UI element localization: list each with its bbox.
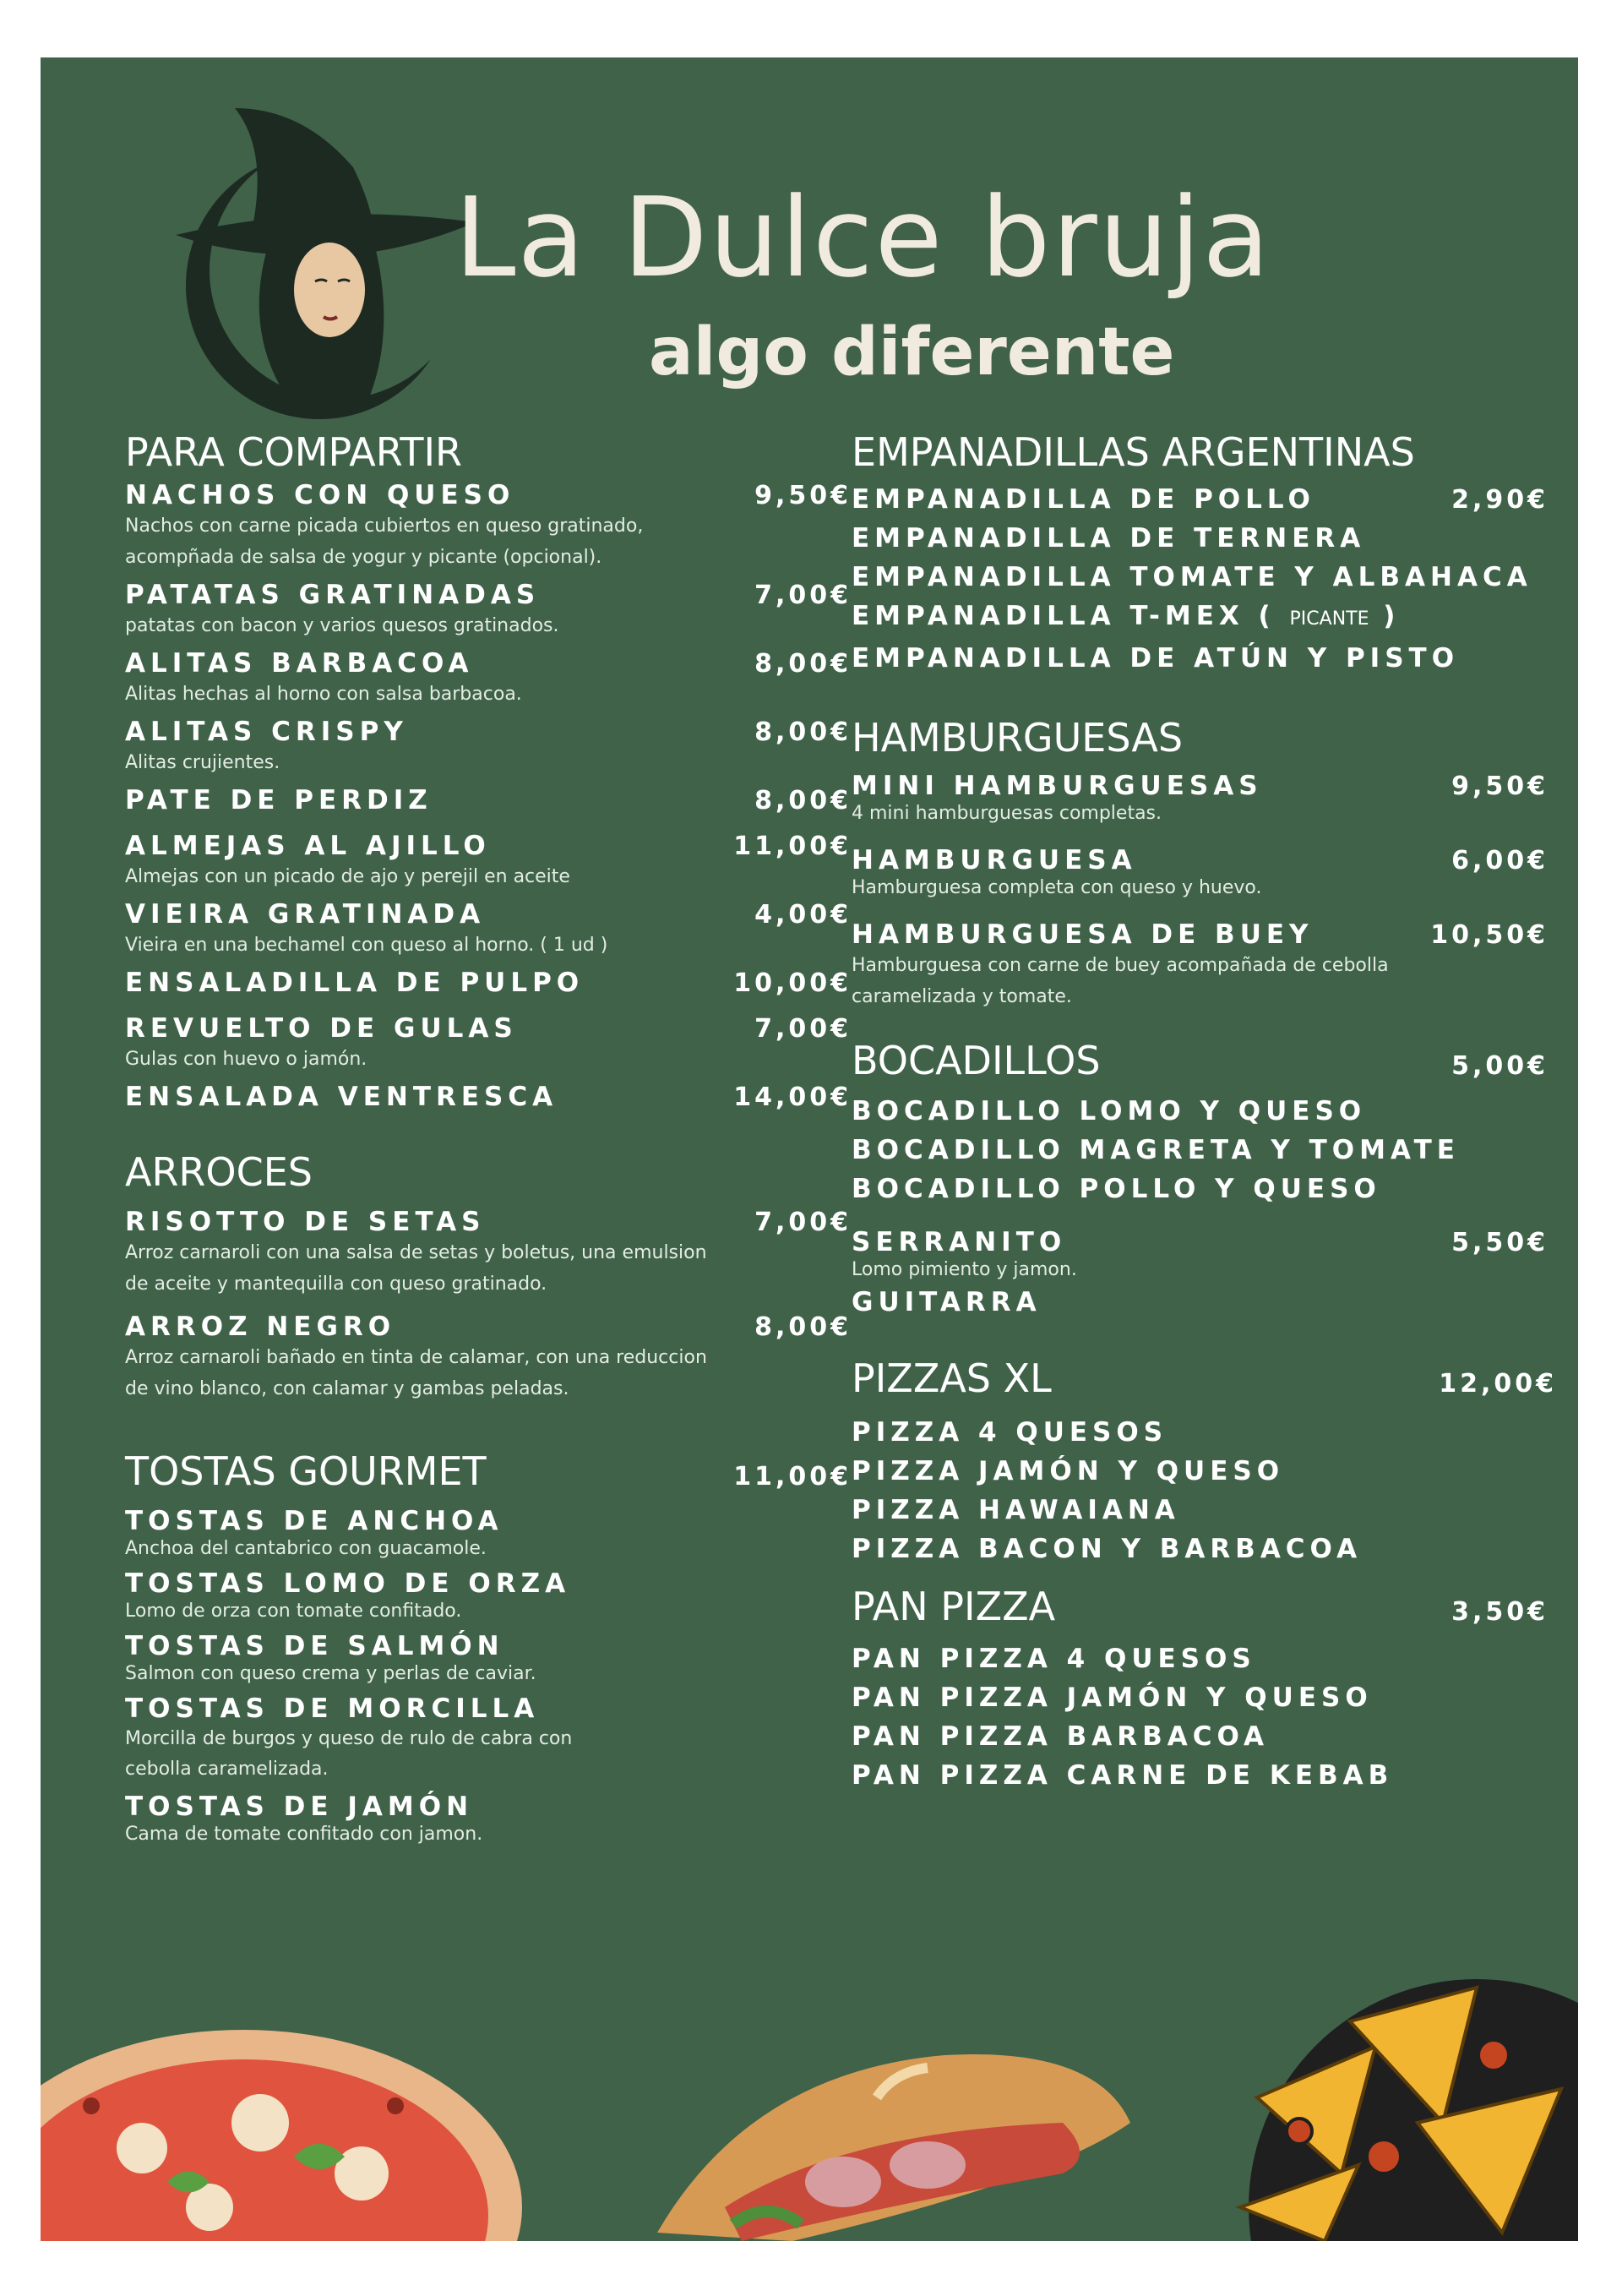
section-title: ARROCES bbox=[125, 1149, 313, 1195]
item-name: TOSTAS DE JAMÓN bbox=[125, 1792, 474, 1822]
item-name: BOCADILLO POLLO Y QUESO bbox=[852, 1174, 1381, 1204]
item-price: 8,00€ bbox=[754, 1312, 852, 1342]
item-description: Gulas con huevo o jamón. bbox=[125, 1049, 367, 1070]
item-name: REVUELTO DE GULAS bbox=[125, 1013, 518, 1044]
menu-item bbox=[125, 1631, 852, 1687]
item-description: Alitas hechas al horno con salsa barbacoa. bbox=[125, 684, 522, 705]
item-description: Anchoa del cantabrico con guacamole. bbox=[125, 1538, 487, 1559]
item-description: Vieira en una bechamel con queso al horno. ( 1 ud ) bbox=[125, 935, 608, 956]
item-description: Arroz carnaroli con una salsa de setas y boletus, una emulsion de aceite y mantequilla con queso gratinado. bbox=[125, 1242, 707, 1295]
section-title: TOSTAS GOURMET bbox=[125, 1448, 487, 1494]
item-name: BOCADILLO LOMO Y QUESO bbox=[852, 1096, 1367, 1126]
menu-item bbox=[125, 1013, 852, 1075]
menu-item bbox=[852, 1227, 1578, 1322]
item-name: PAN PIZZA BARBACOA bbox=[852, 1721, 1269, 1752]
nachos-illustration-icon bbox=[1223, 1954, 1578, 2241]
section-price: 3,50€ bbox=[1451, 1597, 1549, 1627]
section-title: PIZZAS XL bbox=[852, 1355, 1052, 1401]
item-name: BOCADILLO MAGRETA Y TOMATE bbox=[852, 1135, 1460, 1165]
section-title: BOCADILLOS bbox=[852, 1038, 1101, 1083]
menu-item bbox=[125, 1792, 852, 1847]
item-name: PIZZA BACON Y BARBACOA bbox=[852, 1534, 1363, 1564]
item-name: TOSTAS LOMO DE ORZA bbox=[125, 1568, 571, 1599]
item-name: PATE DE PERDIZ bbox=[125, 785, 433, 815]
item-name: TOSTAS DE MORCILLA bbox=[125, 1693, 540, 1724]
item-price: 11,00€ bbox=[733, 832, 852, 861]
section-bocadillos bbox=[852, 1038, 1578, 1322]
item-description: Arroz carnaroli bañado en tinta de calamar, con una reduccion de vino blanco, con calamar y gambas peladas. bbox=[125, 1347, 707, 1399]
menu-item bbox=[125, 1312, 852, 1404]
section-empanadillas bbox=[852, 429, 1578, 678]
menu-item bbox=[125, 480, 852, 573]
item-name: EMPANADILLA DE POLLO bbox=[852, 484, 1315, 515]
menu-item bbox=[125, 648, 852, 710]
section-price: 5,00€ bbox=[1451, 1051, 1549, 1081]
item-name: ARROZ NEGRO bbox=[125, 1312, 396, 1342]
item-description: Morcilla de burgos y queso de rulo de cabra con cebolla caramelizada. bbox=[125, 1728, 573, 1780]
item-name: NACHOS CON QUESO bbox=[125, 480, 515, 510]
item-price: 8,00€ bbox=[754, 649, 852, 679]
menu-item bbox=[125, 1506, 852, 1562]
section-pan-pizza bbox=[852, 1584, 1578, 1795]
menu-item bbox=[852, 771, 1578, 826]
restaurant-subtitle: algo diferente bbox=[649, 314, 1175, 390]
item-description: Cama de tomate confitado con jamon. bbox=[125, 1824, 483, 1845]
item-description: Nachos con carne picada cubiertos en queso gratinado, acompñada de salsa de yogur y picante (opcional). bbox=[125, 515, 644, 568]
item-price: 7,00€ bbox=[754, 1208, 852, 1237]
item-price: 14,00€ bbox=[733, 1083, 852, 1112]
item-price: 5,50€ bbox=[1451, 1228, 1549, 1257]
section-price: 12,00€ bbox=[1439, 1369, 1557, 1399]
item-name: PIZZA 4 QUESOS bbox=[852, 1417, 1168, 1448]
section-title: HAMBURGUESAS bbox=[852, 715, 1184, 761]
item-name: EMPANADILLA DE ATÚN Y PISTO bbox=[852, 643, 1460, 674]
item-name: MINI HAMBURGUESAS bbox=[852, 771, 1263, 801]
menu-item bbox=[125, 717, 852, 778]
item-name: HAMBURGUESA DE BUEY bbox=[852, 919, 1314, 950]
section-price: 11,00€ bbox=[733, 1462, 852, 1492]
left-column bbox=[125, 429, 852, 1847]
item-name: EMPANADILLA TOMATE Y ALBAHACA bbox=[852, 562, 1532, 592]
menu-item bbox=[125, 899, 852, 961]
item-name: PIZZA HAWAIANA bbox=[852, 1495, 1180, 1525]
item-description: Almejas con un picado de ajo y perejil en aceite bbox=[125, 866, 570, 887]
menu-item bbox=[125, 785, 852, 815]
item-price: 4,00€ bbox=[754, 900, 852, 930]
item-description: 4 mini hamburguesas completas. bbox=[852, 803, 1162, 824]
item-name: ENSALADILLA DE PULPO bbox=[125, 968, 585, 998]
item-description: Alitas crujientes. bbox=[125, 752, 280, 773]
menu-item bbox=[125, 1082, 852, 1112]
item-name: VIEIRA GRATINADA bbox=[125, 899, 486, 930]
menu-item bbox=[852, 597, 1578, 639]
item-price: 8,00€ bbox=[754, 786, 852, 815]
pizza-illustration-icon bbox=[41, 1988, 547, 2241]
menu-item bbox=[125, 1693, 852, 1785]
item-name: ALITAS CRISPY bbox=[125, 717, 408, 747]
item-name: ALITAS BARBACOA bbox=[125, 648, 474, 679]
item-name: ENSALADA VENTRESCA bbox=[125, 1082, 558, 1112]
item-price: 7,00€ bbox=[754, 1014, 852, 1044]
item-name: TOSTAS DE SALMÓN bbox=[125, 1631, 504, 1661]
section-pizzas-xl bbox=[852, 1355, 1578, 1568]
item-name: SERRANITO bbox=[852, 1227, 1067, 1257]
item-price: 10,50€ bbox=[1430, 920, 1549, 950]
menu-item bbox=[125, 831, 852, 892]
section-title: PARA COMPARTIR bbox=[125, 429, 462, 475]
item-name: PATATAS GRATINADAS bbox=[125, 580, 541, 610]
item-price: 10,00€ bbox=[733, 968, 852, 998]
menu-item bbox=[852, 845, 1578, 901]
menu-board bbox=[41, 57, 1578, 2241]
item-name: EMPANADILLA DE TERNERA bbox=[852, 523, 1366, 554]
item-name: PIZZA JAMÓN Y QUESO bbox=[852, 1456, 1285, 1486]
section-para-compartir bbox=[125, 429, 852, 1112]
item-name: PAN PIZZA CARNE DE KEBAB bbox=[852, 1760, 1394, 1791]
item-description: Hamburguesa con carne de buey acompañada de cebolla caramelizada y tomate. bbox=[852, 955, 1389, 1007]
item-price: 6,00€ bbox=[1451, 846, 1549, 875]
item-name: EMPANADILLA T-MEX ( bbox=[852, 601, 1276, 631]
menu-item bbox=[125, 1207, 852, 1300]
item-price: 9,50€ bbox=[1451, 772, 1549, 801]
item-name: PAN PIZZA 4 QUESOS bbox=[852, 1644, 1256, 1674]
close-paren: ) bbox=[1383, 601, 1401, 631]
section-tostas-gourmet bbox=[125, 1448, 852, 1847]
item-description: Lomo de orza con tomate confitado. bbox=[125, 1601, 462, 1622]
witch-logo-icon bbox=[142, 74, 505, 429]
right-column bbox=[852, 429, 1578, 1795]
section-hamburguesas bbox=[852, 715, 1578, 1012]
item-description: Hamburguesa completa con queso y huevo. bbox=[852, 877, 1262, 898]
item-name: TOSTAS DE ANCHOA bbox=[125, 1506, 503, 1536]
item-price: 8,00€ bbox=[754, 717, 852, 747]
item-description: patatas con bacon y varios quesos gratinados. bbox=[125, 615, 559, 636]
item-price: 7,00€ bbox=[754, 581, 852, 610]
menu-item bbox=[852, 919, 1578, 1012]
item-price: 2,90€ bbox=[1451, 485, 1549, 515]
menu-item bbox=[125, 1568, 852, 1624]
menu-item bbox=[125, 968, 852, 998]
restaurant-title: La Dulce bruja bbox=[454, 173, 1271, 302]
item-description: Lomo pimiento y jamon. bbox=[852, 1259, 1077, 1280]
picante-label: PICANTE bbox=[1289, 608, 1369, 630]
item-price: 9,50€ bbox=[754, 481, 852, 510]
menu-item bbox=[125, 580, 852, 641]
section-title: EMPANADILLAS ARGENTINAS bbox=[852, 429, 1415, 475]
sandwich-illustration-icon bbox=[623, 2021, 1164, 2241]
item-name: ALMEJAS AL AJILLO bbox=[125, 831, 491, 861]
item-description: Salmon con queso crema y perlas de caviar. bbox=[125, 1663, 536, 1684]
item-name: RISOTTO DE SETAS bbox=[125, 1207, 486, 1237]
item-name: PAN PIZZA JAMÓN Y QUESO bbox=[852, 1682, 1373, 1713]
section-title: PAN PIZZA bbox=[852, 1584, 1056, 1629]
item-name: HAMBURGUESA bbox=[852, 845, 1137, 875]
item-name: GUITARRA bbox=[852, 1287, 1042, 1317]
section-arroces bbox=[125, 1149, 852, 1404]
